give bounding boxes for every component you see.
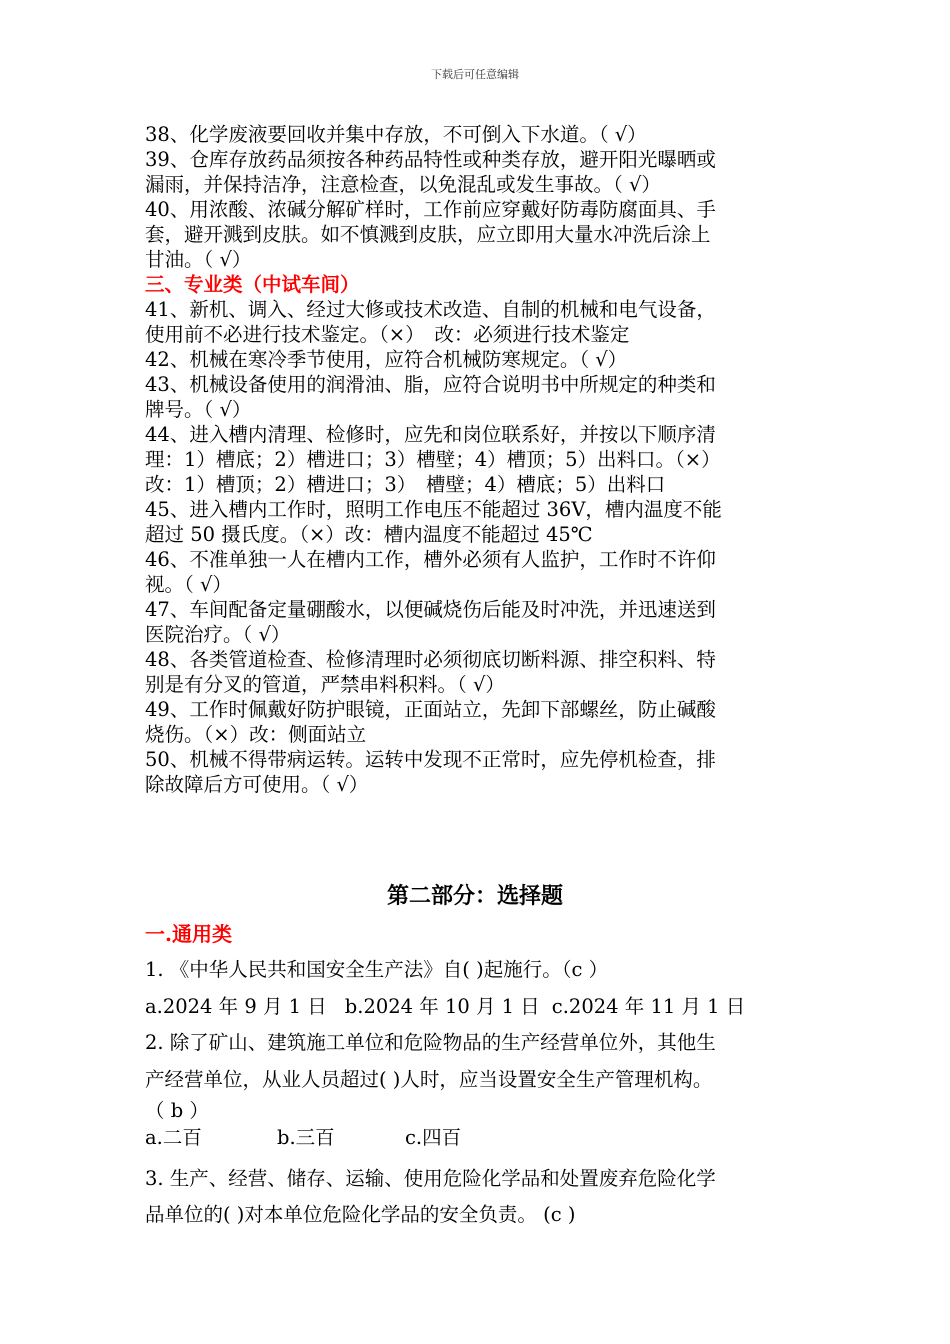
- question-2-answer: （ b ）: [145, 1098, 209, 1122]
- text-line: 43、机械设备使用的润滑油、脂，应符合说明书中所规定的种类和: [145, 373, 716, 396]
- option-c: c.四百: [405, 1125, 462, 1149]
- option-b: b.2024 年 10 月 1 日: [344, 994, 540, 1018]
- option-a: a.二百: [145, 1125, 202, 1149]
- text-line: 改：1）槽顶；2）槽进口；3） 槽壁；4）槽底；5）出料口: [145, 473, 666, 496]
- text-line: 理：1）槽底；2）槽进口；3）槽壁；4）槽顶；5）出料口。（×）: [145, 448, 721, 471]
- text-line: 42、机械在寒冷季节使用，应符合机械防寒规定。（ √）: [145, 348, 628, 371]
- section-heading: 三、专业类（中试车间）: [145, 273, 360, 296]
- text-line: 49、工作时佩戴好防护眼镜，正面站立，先卸下部螺丝，防止碱酸: [145, 698, 716, 721]
- text-line: 视。（ √）: [145, 573, 232, 596]
- question-3-line: 3. 生产、经营、储存、运输、使用危险化学品和处置废弃危险化学: [145, 1166, 716, 1190]
- header-note: 下载后可任意编辑: [431, 68, 519, 81]
- text-line: 39、仓库存放药品须按各种药品特性或种类存放，避开阳光曝晒或: [145, 148, 716, 171]
- option-a: a.2024 年 9 月 1 日: [145, 994, 327, 1018]
- text-line: 烧伤。（×）改：侧面站立: [145, 723, 367, 746]
- text-line: 除故障后方可使用。（ √）: [145, 773, 369, 796]
- text-line: 牌号。（ √）: [145, 398, 252, 421]
- text-line: 套，避开溅到皮肤。如不慎溅到皮肤，应立即用大量水冲洗后涂上: [145, 223, 711, 246]
- part-title: 第二部分：选择题: [386, 883, 563, 909]
- text-line: 甘油。（ √）: [145, 248, 252, 271]
- text-line: 医院治疗。（ √）: [145, 623, 291, 646]
- text-line: 47、车间配备定量硼酸水，以便碱烧伤后能及时冲洗，并迅速送到: [145, 598, 716, 621]
- text-line: 44、进入槽内清理、检修时，应先和岗位联系好，并按以下顺序清: [145, 423, 716, 446]
- text-line: 使用前不必进行技术鉴定。（×） 改：必须进行技术鉴定: [145, 323, 630, 346]
- multiple-choice-section: [145, 878, 805, 1234]
- text-line: 46、不准单独一人在槽内工作，槽外必须有人监护，工作时不许仰: [145, 548, 716, 571]
- question-3-line: 品单位的( )对本单位危险化学品的安全负责。 (c ): [145, 1203, 576, 1226]
- text-line: 50、机械不得带病运转。运转中发现不正常时，应先停机检查，排: [145, 748, 716, 771]
- text-line: 45、进入槽内工作时，照明工作电压不能超过 36V，槽内温度不能: [145, 498, 722, 521]
- true-false-section: [145, 122, 805, 797]
- text-line: 48、各类管道检查、检修清理时必须彻底切断料源、排空积料、特: [145, 648, 716, 671]
- text-line: 别是有分叉的管道，严禁串料积料。（ √）: [145, 673, 505, 696]
- text-line: 38、化学废液要回收并集中存放，不可倒入下水道。（ √）: [145, 123, 647, 146]
- text-line: 漏雨，并保持洁净，注意检查，以免混乱或发生事故。（ √）: [145, 173, 661, 196]
- question-2-options: [145, 1123, 805, 1153]
- question-2-line: 2. 除了矿山、建筑施工单位和危险物品的生产经营单位外，其他生: [145, 1031, 716, 1054]
- text-line: 40、用浓酸、浓碱分解矿样时，工作前应穿戴好防毒防腐面具、手: [145, 198, 716, 221]
- option-b: b.三百: [277, 1125, 335, 1149]
- question-1: 1. 《中华人民共和国安全生产法》自( )起施行。（c ）: [145, 958, 609, 981]
- text-line: 超过 50 摄氏度。（×）改：槽内温度不能超过 45℃: [145, 523, 593, 546]
- text-line: 41、新机、调入、经过大修或技术改造、自制的机械和电气设备，: [145, 298, 716, 321]
- question-1-options: [145, 989, 805, 1026]
- option-c: c.2024 年 11 月 1 日: [551, 994, 746, 1018]
- section-heading: 一.通用类: [145, 922, 232, 946]
- question-2-line: 产经营单位，从业人员超过( )人时，应当设置安全生产管理机构。: [145, 1067, 713, 1091]
